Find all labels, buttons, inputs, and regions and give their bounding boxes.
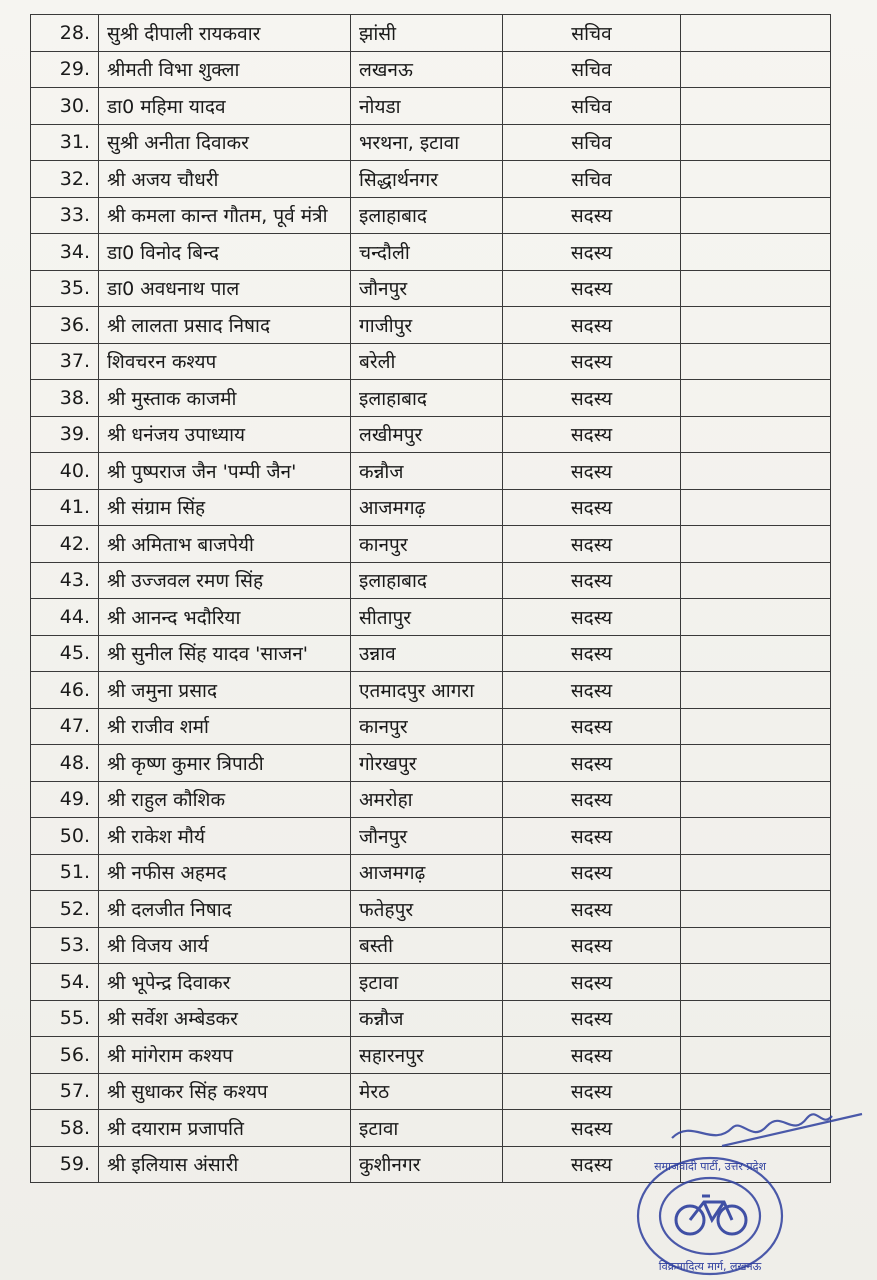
member-role: सदस्य bbox=[503, 307, 681, 344]
row-number: 33. bbox=[31, 197, 99, 234]
row-number: 34. bbox=[31, 234, 99, 271]
bicycle-icon bbox=[676, 1196, 746, 1234]
empty-cell bbox=[681, 489, 831, 526]
empty-cell bbox=[681, 599, 831, 636]
row-number: 42. bbox=[31, 526, 99, 563]
table-row bbox=[31, 818, 831, 855]
table-row bbox=[31, 635, 831, 672]
member-role: सदस्य bbox=[503, 1000, 681, 1037]
member-name: श्री धनंजय उपाध्याय bbox=[99, 416, 351, 453]
member-name: श्री भूपेन्द्र दिवाकर bbox=[99, 964, 351, 1001]
member-place: लखीमपुर bbox=[351, 416, 503, 453]
member-place: नोयडा bbox=[351, 88, 503, 125]
row-number: 46. bbox=[31, 672, 99, 709]
empty-cell bbox=[681, 781, 831, 818]
empty-cell bbox=[681, 416, 831, 453]
member-place: लखनऊ bbox=[351, 51, 503, 88]
table-row bbox=[31, 380, 831, 417]
member-role: सदस्य bbox=[503, 891, 681, 928]
table-row bbox=[31, 161, 831, 198]
table-row bbox=[31, 1000, 831, 1037]
empty-cell bbox=[681, 854, 831, 891]
table-row bbox=[31, 453, 831, 490]
empty-cell bbox=[681, 745, 831, 782]
member-place: उन्नाव bbox=[351, 635, 503, 672]
table-row bbox=[31, 854, 831, 891]
row-number: 47. bbox=[31, 708, 99, 745]
member-role: सदस्य bbox=[503, 1073, 681, 1110]
empty-cell bbox=[681, 88, 831, 125]
table-row bbox=[31, 343, 831, 380]
empty-cell bbox=[681, 672, 831, 709]
member-role: सदस्य bbox=[503, 343, 681, 380]
row-number: 56. bbox=[31, 1037, 99, 1074]
member-role: सदस्य bbox=[503, 781, 681, 818]
row-number: 28. bbox=[31, 15, 99, 52]
stamp-text-top: समाजवादी पार्टी, उत्तर प्रदेश bbox=[654, 1160, 766, 1173]
member-place: गोरखपुर bbox=[351, 745, 503, 782]
empty-cell bbox=[681, 635, 831, 672]
member-role: सदस्य bbox=[503, 234, 681, 271]
table-row bbox=[31, 1037, 831, 1074]
member-role: सचिव bbox=[503, 15, 681, 52]
empty-cell bbox=[681, 708, 831, 745]
row-number: 30. bbox=[31, 88, 99, 125]
row-number: 55. bbox=[31, 1000, 99, 1037]
member-name: श्रीमती विभा शुक्ला bbox=[99, 51, 351, 88]
table-row bbox=[31, 124, 831, 161]
empty-cell bbox=[681, 927, 831, 964]
member-name: श्री मुस्ताक काजमी bbox=[99, 380, 351, 417]
empty-cell bbox=[681, 124, 831, 161]
row-number: 36. bbox=[31, 307, 99, 344]
member-place: कन्नौज bbox=[351, 453, 503, 490]
member-name: श्री आनन्द भदौरिया bbox=[99, 599, 351, 636]
member-role: सदस्य bbox=[503, 526, 681, 563]
member-role: सदस्य bbox=[503, 964, 681, 1001]
table-row bbox=[31, 88, 831, 125]
member-name: श्री लालता प्रसाद निषाद bbox=[99, 307, 351, 344]
member-place: कानपुर bbox=[351, 526, 503, 563]
member-role: सदस्य bbox=[503, 453, 681, 490]
table-row bbox=[31, 964, 831, 1001]
member-place: अमरोहा bbox=[351, 781, 503, 818]
empty-cell bbox=[681, 197, 831, 234]
member-name: श्री पुष्पराज जैन 'पम्पी जैन' bbox=[99, 453, 351, 490]
member-name: श्री संग्राम सिंह bbox=[99, 489, 351, 526]
member-role: सदस्य bbox=[503, 854, 681, 891]
row-number: 52. bbox=[31, 891, 99, 928]
member-role: सदस्य bbox=[503, 270, 681, 307]
member-list-body bbox=[31, 15, 831, 1183]
row-number: 38. bbox=[31, 380, 99, 417]
member-place: बरेली bbox=[351, 343, 503, 380]
member-role: सदस्य bbox=[503, 708, 681, 745]
empty-cell bbox=[681, 51, 831, 88]
member-place: सहारनपुर bbox=[351, 1037, 503, 1074]
member-place: इलाहाबाद bbox=[351, 562, 503, 599]
row-number: 29. bbox=[31, 51, 99, 88]
row-number: 45. bbox=[31, 635, 99, 672]
member-role: सदस्य bbox=[503, 599, 681, 636]
table-row bbox=[31, 745, 831, 782]
member-name: श्री सुनील सिंह यादव 'साजन' bbox=[99, 635, 351, 672]
member-role: सदस्य bbox=[503, 818, 681, 855]
row-number: 58. bbox=[31, 1110, 99, 1147]
row-number: 59. bbox=[31, 1146, 99, 1183]
table-row bbox=[31, 270, 831, 307]
row-number: 53. bbox=[31, 927, 99, 964]
empty-cell bbox=[681, 161, 831, 198]
member-name: श्री मांगेराम कश्यप bbox=[99, 1037, 351, 1074]
member-role: सदस्य bbox=[503, 1146, 681, 1183]
empty-cell bbox=[681, 562, 831, 599]
member-role: सदस्य bbox=[503, 416, 681, 453]
empty-cell bbox=[681, 307, 831, 344]
member-list-table bbox=[30, 14, 831, 1183]
row-number: 37. bbox=[31, 343, 99, 380]
row-number: 50. bbox=[31, 818, 99, 855]
member-role: सदस्य bbox=[503, 635, 681, 672]
member-place: आजमगढ़ bbox=[351, 489, 503, 526]
member-place: सीतापुर bbox=[351, 599, 503, 636]
table-row bbox=[31, 51, 831, 88]
member-place: झांसी bbox=[351, 15, 503, 52]
member-role: सदस्य bbox=[503, 380, 681, 417]
member-place: चन्दौली bbox=[351, 234, 503, 271]
empty-cell bbox=[681, 818, 831, 855]
member-name: डा0 अवधनाथ पाल bbox=[99, 270, 351, 307]
row-number: 54. bbox=[31, 964, 99, 1001]
member-name: डा0 विनोद बिन्द bbox=[99, 234, 351, 271]
empty-cell bbox=[681, 234, 831, 271]
empty-cell bbox=[681, 453, 831, 490]
member-role: सदस्य bbox=[503, 745, 681, 782]
member-name: शिवचरन कश्यप bbox=[99, 343, 351, 380]
member-name: श्री दयाराम प्रजापति bbox=[99, 1110, 351, 1147]
table-row bbox=[31, 708, 831, 745]
empty-cell bbox=[681, 891, 831, 928]
member-place: बस्ती bbox=[351, 927, 503, 964]
table-row bbox=[31, 599, 831, 636]
member-name: श्री इलियास अंसारी bbox=[99, 1146, 351, 1183]
row-number: 41. bbox=[31, 489, 99, 526]
empty-cell bbox=[681, 964, 831, 1001]
member-name: श्री राकेश मौर्य bbox=[99, 818, 351, 855]
member-place: इलाहाबाद bbox=[351, 380, 503, 417]
member-name: श्री दलजीत निषाद bbox=[99, 891, 351, 928]
row-number: 57. bbox=[31, 1073, 99, 1110]
member-name: श्री जमुना प्रसाद bbox=[99, 672, 351, 709]
table-row bbox=[31, 672, 831, 709]
row-number: 35. bbox=[31, 270, 99, 307]
member-name: श्री कृष्ण कुमार त्रिपाठी bbox=[99, 745, 351, 782]
member-place: कन्नौज bbox=[351, 1000, 503, 1037]
row-number: 31. bbox=[31, 124, 99, 161]
member-role: सचिव bbox=[503, 124, 681, 161]
member-role: सदस्य bbox=[503, 927, 681, 964]
member-name: श्री कमला कान्त गौतम, पूर्व मंत्री bbox=[99, 197, 351, 234]
member-role: सदस्य bbox=[503, 1037, 681, 1074]
member-role: सचिव bbox=[503, 161, 681, 198]
row-number: 44. bbox=[31, 599, 99, 636]
member-name: श्री सुधाकर सिंह कश्यप bbox=[99, 1073, 351, 1110]
table-row bbox=[31, 526, 831, 563]
member-name: श्री विजय आर्य bbox=[99, 927, 351, 964]
member-role: सदस्य bbox=[503, 1110, 681, 1147]
empty-cell bbox=[681, 380, 831, 417]
empty-cell bbox=[681, 1037, 831, 1074]
member-place: एतमादपुर आगरा bbox=[351, 672, 503, 709]
table-row bbox=[31, 489, 831, 526]
member-role: सदस्य bbox=[503, 562, 681, 599]
member-role: सदस्य bbox=[503, 672, 681, 709]
table-row bbox=[31, 234, 831, 271]
member-name: श्री राहुल कौशिक bbox=[99, 781, 351, 818]
member-place: जौनपुर bbox=[351, 818, 503, 855]
member-name: श्री अमिताभ बाजपेयी bbox=[99, 526, 351, 563]
member-place: सिद्धार्थनगर bbox=[351, 161, 503, 198]
member-place: कुशीनगर bbox=[351, 1146, 503, 1183]
member-place: भरथना, इटावा bbox=[351, 124, 503, 161]
table-row bbox=[31, 927, 831, 964]
member-role: सचिव bbox=[503, 88, 681, 125]
row-number: 39. bbox=[31, 416, 99, 453]
member-role: सचिव bbox=[503, 51, 681, 88]
empty-cell bbox=[681, 1000, 831, 1037]
table-row bbox=[31, 15, 831, 52]
row-number: 48. bbox=[31, 745, 99, 782]
member-place: जौनपुर bbox=[351, 270, 503, 307]
empty-cell bbox=[681, 270, 831, 307]
party-seal-stamp bbox=[632, 1098, 872, 1278]
member-name: श्री उज्जवल रमण सिंह bbox=[99, 562, 351, 599]
member-place: गाजीपुर bbox=[351, 307, 503, 344]
member-place: इटावा bbox=[351, 1110, 503, 1147]
row-number: 49. bbox=[31, 781, 99, 818]
member-name: डा0 महिमा यादव bbox=[99, 88, 351, 125]
row-number: 40. bbox=[31, 453, 99, 490]
member-place: आजमगढ़ bbox=[351, 854, 503, 891]
row-number: 32. bbox=[31, 161, 99, 198]
table-row bbox=[31, 307, 831, 344]
signature-scribble bbox=[672, 1114, 862, 1146]
stamp-text-bottom: विक्रमादित्य मार्ग, लखनऊ bbox=[658, 1260, 762, 1273]
member-place: इलाहाबाद bbox=[351, 197, 503, 234]
table-row bbox=[31, 891, 831, 928]
member-name: श्री नफीस अहमद bbox=[99, 854, 351, 891]
table-row bbox=[31, 416, 831, 453]
empty-cell bbox=[681, 343, 831, 380]
member-place: मेरठ bbox=[351, 1073, 503, 1110]
member-name: श्री सर्वेश अम्बेडकर bbox=[99, 1000, 351, 1037]
member-role: सदस्य bbox=[503, 197, 681, 234]
member-name: श्री अजय चौधरी bbox=[99, 161, 351, 198]
row-number: 51. bbox=[31, 854, 99, 891]
member-name: श्री राजीव शर्मा bbox=[99, 708, 351, 745]
table-row bbox=[31, 781, 831, 818]
member-name: सुश्री दीपाली रायकवार bbox=[99, 15, 351, 52]
member-name: सुश्री अनीता दिवाकर bbox=[99, 124, 351, 161]
table-row bbox=[31, 562, 831, 599]
row-number: 43. bbox=[31, 562, 99, 599]
member-place: इटावा bbox=[351, 964, 503, 1001]
table-row bbox=[31, 197, 831, 234]
empty-cell bbox=[681, 15, 831, 52]
member-role: सदस्य bbox=[503, 489, 681, 526]
empty-cell bbox=[681, 526, 831, 563]
member-place: कानपुर bbox=[351, 708, 503, 745]
member-place: फतेहपुर bbox=[351, 891, 503, 928]
